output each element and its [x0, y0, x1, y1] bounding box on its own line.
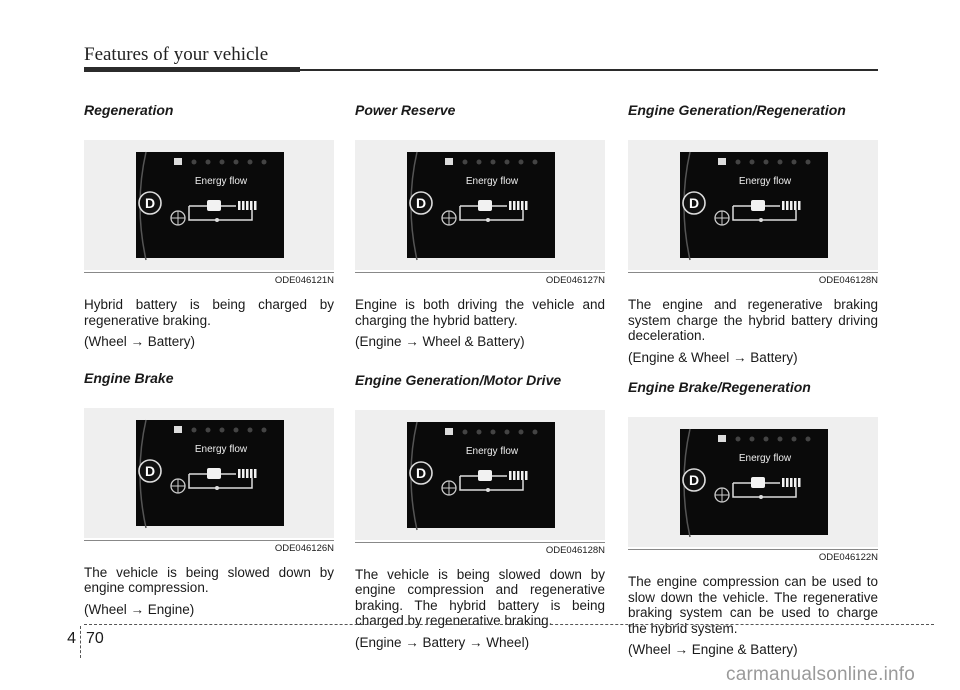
top-indicator-dot [463, 160, 468, 165]
top-status-icon [718, 158, 726, 165]
energy-flow-label: Energy flow [194, 176, 248, 187]
battery-bar [786, 478, 789, 487]
energy-flow-illustration [628, 417, 878, 547]
top-indicator-dot [806, 160, 811, 165]
battery-bar [242, 201, 245, 210]
top-indicator-dot [234, 427, 239, 432]
battery-bar [794, 478, 797, 487]
battery-bar [521, 471, 524, 480]
top-indicator-dot [519, 160, 524, 165]
figure-caption: ODE046127N [355, 272, 605, 287]
engine-icon [478, 470, 492, 481]
column-left [84, 100, 334, 617]
marker-label: D [688, 195, 700, 211]
battery-bar [238, 201, 241, 210]
section-engine-brake [84, 368, 334, 618]
top-indicator-dot [262, 427, 267, 432]
footer-rule [84, 624, 934, 625]
energy-flow-illustration [355, 140, 605, 270]
cluster-figure [355, 140, 605, 270]
top-indicator-dot [505, 429, 510, 434]
top-indicator-dot [778, 160, 783, 165]
flow-node [759, 218, 763, 222]
energy-flow-path: (Wheel → Battery) [84, 334, 196, 349]
battery-bar [238, 469, 241, 478]
battery-bar [517, 201, 520, 210]
top-indicator-dot [750, 160, 755, 165]
top-indicator-dot [491, 160, 496, 165]
top-indicator-dot [764, 160, 769, 165]
energy-flow-path: (Engine → Battery → Wheel) [355, 634, 530, 650]
energy-flow-illustration [84, 408, 334, 538]
section-description: The engine compression can be used to slow down the vehicle. The regenerative braking system can be used to charge the hybrid system. [628, 574, 878, 636]
top-indicator-dot [736, 437, 741, 442]
top-indicator-dot [463, 429, 468, 434]
watermark-text: carmanualsonline.info [726, 664, 916, 685]
section-title: Engine Generation/Motor Drive [355, 371, 562, 388]
cluster-figure [355, 410, 605, 540]
battery-bar [521, 201, 524, 210]
section-title: Engine Brake/Regeneration [628, 379, 811, 395]
marker-label: D [415, 464, 427, 481]
top-indicator-dot [220, 160, 225, 165]
engine-icon [478, 200, 492, 211]
header-rule-thin [300, 69, 878, 71]
section-description: The vehicle is being slowed down by engine compression. [84, 564, 334, 595]
energy-flow-label: Energy flow [738, 176, 792, 187]
top-indicator-dot [792, 437, 797, 442]
energy-flow-path: (Wheel → Engine & Battery) [628, 642, 798, 657]
top-status-icon [174, 426, 182, 433]
figure-caption: ODE046122N [628, 549, 878, 564]
top-indicator-dot [778, 437, 783, 442]
energy-flow-illustration [84, 140, 334, 270]
top-indicator-dot [806, 437, 811, 442]
top-indicator-dot [750, 437, 755, 442]
battery-bar [254, 201, 257, 210]
footer-divider [80, 626, 81, 658]
section-description: Engine is both driving the vehicle and charging the hybrid battery. [355, 297, 605, 328]
battery-bar [798, 201, 801, 210]
section-engine-brake-regeneration [628, 377, 878, 658]
energy-flow-illustration [355, 410, 605, 540]
flow-node [486, 218, 490, 222]
battery-bar [794, 201, 797, 210]
cluster-figure [84, 408, 334, 538]
battery-bar [246, 469, 249, 478]
top-indicator-dot [206, 160, 211, 165]
section-title: Engine Generation/Regeneration [628, 102, 846, 118]
section-title: Engine Brake [84, 369, 174, 386]
energy-flow-label: Energy flow [194, 443, 248, 455]
engine-icon [751, 200, 765, 211]
battery-bar [250, 201, 253, 210]
battery-bar [790, 201, 793, 210]
figure-caption: ODE046128N [355, 542, 605, 557]
battery-bar [525, 471, 528, 480]
top-status-icon [174, 158, 182, 165]
top-indicator-dot [477, 429, 482, 434]
section-description: The engine and regenerative braking system charge the hybrid battery driving deceleration. [628, 297, 878, 343]
top-indicator-dot [519, 429, 524, 434]
energy-flow-path: (Engine & Wheel → Battery) [628, 349, 798, 365]
top-indicator-dot [220, 427, 225, 432]
battery-bar [513, 471, 516, 480]
flow-node [215, 486, 219, 490]
top-indicator-dot [234, 160, 239, 165]
battery-bar [509, 471, 512, 480]
cluster-figure [84, 140, 334, 270]
energy-flow-path: (Engine → Wheel & Battery) [355, 334, 525, 349]
page-number: 70 [86, 630, 104, 647]
battery-bar [782, 478, 785, 487]
figure-caption: ODE046126N [84, 540, 334, 555]
top-status-icon [445, 158, 453, 165]
chapter-number: 4 [67, 630, 76, 647]
cluster-figure [628, 140, 878, 270]
flow-node [486, 488, 490, 492]
battery-bar [786, 201, 789, 210]
section-regeneration [84, 100, 334, 350]
top-indicator-dot [736, 160, 741, 165]
marker-label: D [415, 195, 427, 211]
battery-bar [509, 201, 512, 210]
top-indicator-dot [505, 160, 510, 165]
header-rule-thick [84, 67, 300, 72]
top-status-icon [718, 435, 726, 442]
top-indicator-dot [792, 160, 797, 165]
section-title: Regeneration [84, 102, 174, 118]
battery-bar [798, 478, 801, 487]
marker-label: D [688, 472, 700, 488]
flow-node [759, 495, 763, 499]
top-indicator-dot [248, 160, 253, 165]
top-indicator-dot [192, 160, 197, 165]
section-description: The vehicle is being slowed down by engine compression and regenerative braking. The hybrid battery is being charged by regenerative braking. [355, 566, 605, 628]
top-indicator-dot [533, 429, 538, 434]
battery-bar [790, 478, 793, 487]
section-title: Power Reserve [355, 102, 456, 118]
top-indicator-dot [533, 160, 538, 165]
top-indicator-dot [248, 427, 253, 432]
top-indicator-dot [764, 437, 769, 442]
energy-flow-path: (Wheel → Engine) [84, 601, 195, 617]
column-middle [355, 100, 605, 650]
battery-bar [513, 201, 516, 210]
figure-caption: ODE046128N [628, 272, 878, 287]
top-indicator-dot [206, 427, 211, 432]
flow-node [215, 218, 219, 222]
top-indicator-dot [491, 429, 496, 434]
section-engine-generation-motor-drive [355, 370, 605, 651]
energy-flow-label: Energy flow [738, 453, 792, 464]
battery-bar [242, 469, 245, 478]
cluster-figure [628, 417, 878, 547]
top-indicator-dot [192, 427, 197, 432]
battery-bar [782, 201, 785, 210]
battery-bar [517, 471, 520, 480]
marker-label: D [144, 462, 156, 479]
battery-bar [525, 201, 528, 210]
engine-icon [751, 477, 765, 488]
figure-caption: ODE046121N [84, 272, 334, 287]
energy-flow-label: Energy flow [465, 176, 519, 187]
battery-bar [246, 201, 249, 210]
battery-bar [254, 469, 257, 478]
top-indicator-dot [477, 160, 482, 165]
column-right [628, 100, 878, 658]
energy-flow-illustration [628, 140, 878, 270]
engine-icon [207, 200, 221, 211]
battery-bar [250, 469, 253, 478]
top-indicator-dot [262, 160, 267, 165]
engine-icon [207, 468, 221, 479]
section-engine-generation-regeneration [628, 100, 878, 365]
top-status-icon [445, 428, 453, 435]
section-description: Hybrid battery is being charged by regenerative braking. [84, 297, 334, 328]
energy-flow-label: Energy flow [465, 445, 519, 457]
section-power-reserve [355, 100, 605, 350]
page-header-title: Features of your vehicle [84, 44, 269, 65]
marker-label: D [144, 195, 156, 211]
